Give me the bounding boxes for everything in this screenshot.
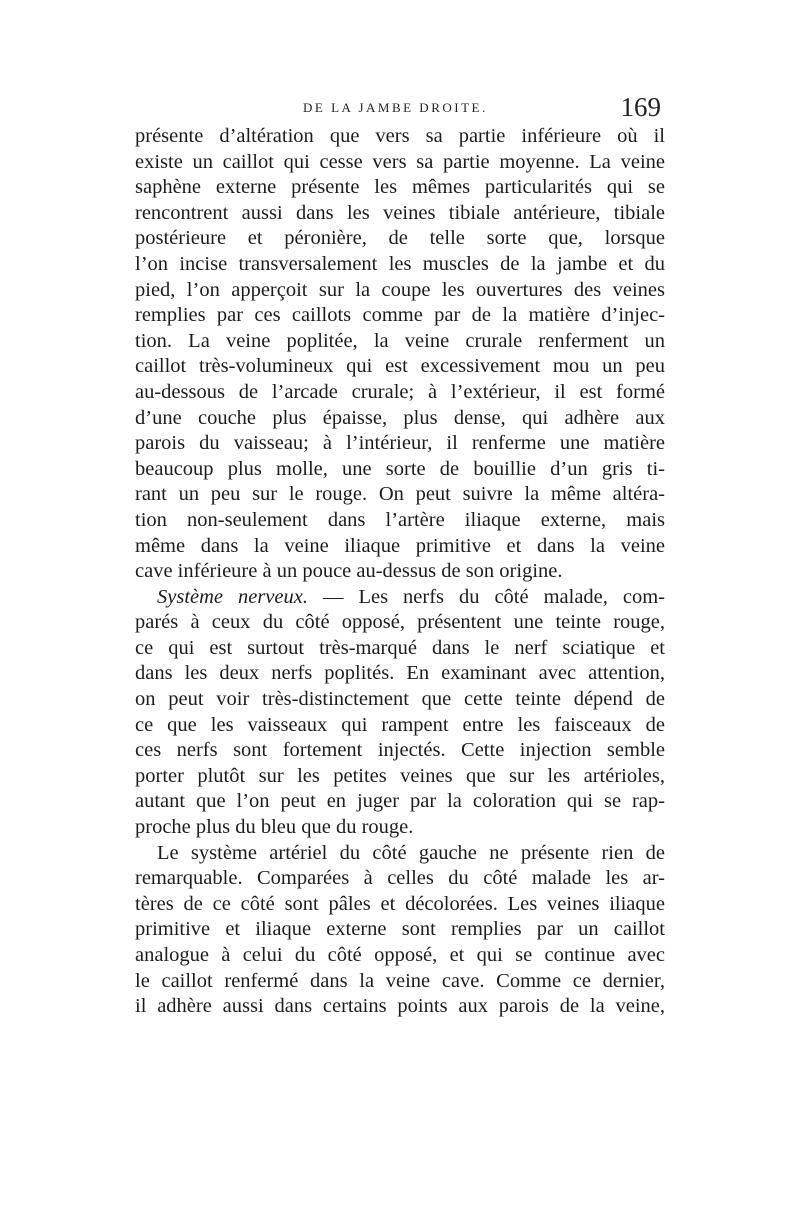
page-number: 169 bbox=[620, 92, 661, 122]
text-line: postérieure et péronière, de telle sorte que, lorsque bbox=[135, 227, 665, 250]
text-line: beaucoup plus molle, une sorte de bouillie d’un gris ti- bbox=[135, 457, 665, 480]
text-line: proche plus du bleu que du rouge. bbox=[135, 816, 414, 839]
text-line: tion. La veine poplitée, la veine crurale renferment un bbox=[135, 329, 665, 352]
running-title: DE LA JAMBE DROITE. bbox=[303, 100, 488, 115]
text-line: il adhère aussi dans certains points aux parois de la veine, bbox=[135, 995, 665, 1018]
text-line: existe un caillot qui cesse vers sa partie moyenne. La veine bbox=[135, 150, 665, 173]
text-line: au-dessous de l’arcade crurale; à l’extérieur, il est formé bbox=[135, 380, 665, 403]
text-line: tion non-seulement dans l’artère iliaque externe, mais bbox=[135, 508, 665, 531]
text-line: ce qui est surtout très-marqué dans le nerf sciatique et bbox=[135, 636, 665, 659]
text-line: d’une couche plus épaisse, plus dense, qui adhère aux bbox=[135, 406, 665, 429]
text-line: primitive et iliaque externe sont remplies par un caillot bbox=[135, 918, 665, 941]
text-line: rencontrent aussi dans les veines tibiale antérieure, tibiale bbox=[135, 201, 665, 224]
text-line: cave inférieure à un pouce au-dessus de son origine. bbox=[135, 560, 563, 583]
text-line: porter plutôt sur les petites veines que sur les artérioles, bbox=[135, 764, 665, 787]
section-heading: Système nerveux. bbox=[157, 585, 308, 608]
body-text bbox=[135, 124, 665, 1020]
text-line: ces nerfs sont fortement injectés. Cette injection semble bbox=[135, 739, 665, 762]
text-line: ce que les vaisseaux qui rampent entre les faisceaux de bbox=[135, 713, 665, 736]
text-line: dans les deux nerfs poplités. En examinant avec attention, bbox=[135, 662, 665, 685]
section-first-line bbox=[135, 585, 665, 611]
text-line: tères de ce côté sont pâles et décolorées. Les veines iliaque bbox=[135, 892, 665, 915]
text-line: remplies par ces caillots comme par de la matière d’injec- bbox=[135, 304, 665, 327]
text-line: même dans la veine iliaque primitive et dans la veine bbox=[135, 534, 665, 557]
text-line: le caillot renfermé dans la veine cave. Comme ce dernier, bbox=[135, 969, 665, 992]
text-line: saphène externe présente les mêmes particularités qui se bbox=[135, 176, 665, 199]
text-line: l’on incise transversalement les muscles de la jambe et du bbox=[135, 252, 665, 275]
text-line: on peut voir très-distinctement que cette teinte dépend de bbox=[135, 688, 665, 711]
text-line: parois du vaisseau; à l’intérieur, il renferme une matière bbox=[135, 432, 665, 455]
text-line: rant un peu sur le rouge. On peut suivre la même altéra- bbox=[135, 483, 665, 506]
text-line: autant que l’on peut en juger par la coloration qui se rap- bbox=[135, 790, 665, 813]
text-line: Le système artériel du côté gauche ne présente rien de bbox=[157, 841, 665, 864]
running-head bbox=[135, 92, 665, 124]
text-line: analogue à celui du côté opposé, et qui se continue avec bbox=[135, 944, 665, 966]
section-first-line-text: — Les nerfs du côté malade, com- bbox=[308, 585, 665, 608]
text-line: présente d’altération que vers sa partie inférieure où il bbox=[135, 125, 665, 147]
text-line: remarquable. Comparées à celles du côté malade les ar- bbox=[135, 867, 665, 890]
text-line: parés à ceux du côté opposé, présentent une teinte rouge, bbox=[135, 611, 665, 634]
text-line: pied, l’on apperçoit sur la coupe les ouvertures des veines bbox=[135, 278, 665, 301]
text-line: caillot très-volumineux qui est excessivement mou un peu bbox=[135, 355, 665, 378]
